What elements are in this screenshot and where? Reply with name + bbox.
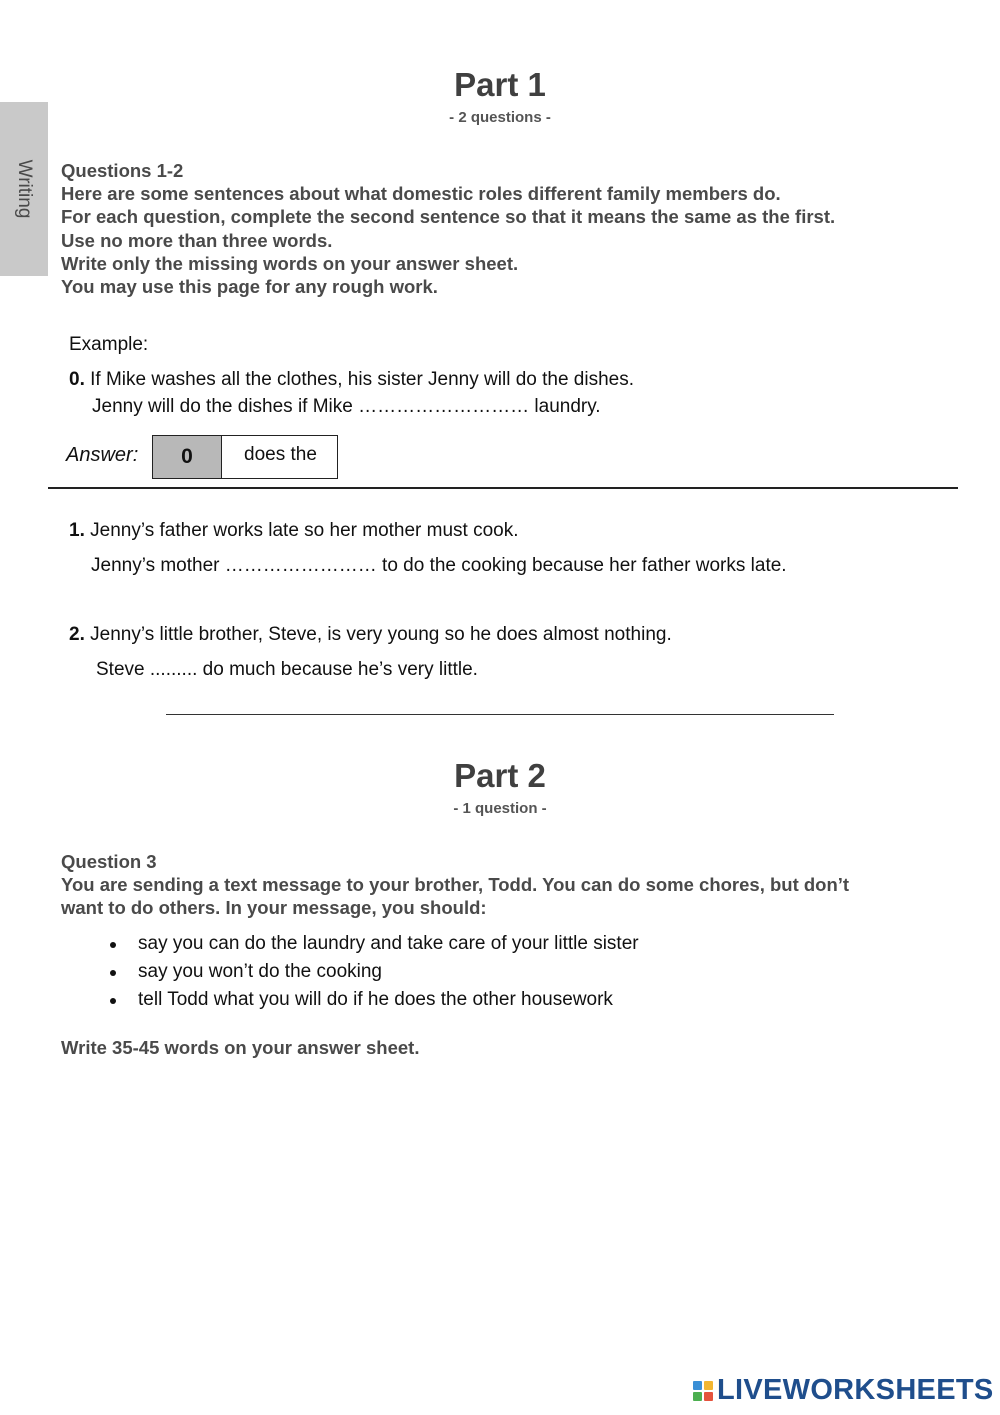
question-2-number: 2. [69,624,85,645]
word-count-instruction: Write 35-45 words on your answer sheet. [61,1037,420,1058]
example-sentence1 [69,369,634,391]
example-sentence2: Jenny will do the dishes if Mike ……………………… laundry. [92,396,601,417]
answer-value-cell: does the [244,444,317,465]
answer-number-cell: 0 [153,436,222,478]
instruction-line: Write only the missing words on your answer sheet. [61,252,519,274]
part2-subtitle: - 1 question - [453,800,547,817]
instruction-line: Questions 1-2 [61,160,184,181]
bullet-item: say you won’t do the cooking [100,958,639,986]
writing-side-tab [0,102,48,276]
bullet-item: say you can do the laundry and take care of your little sister [100,930,639,958]
logo-square [693,1392,702,1401]
logo-square [704,1381,713,1390]
bullet-item: tell Todd what you will do if he does the other housework [100,986,639,1014]
logo-square [704,1392,713,1401]
question-2-sentence1 [69,624,672,646]
instruction-line: want to do others. In your message, you should: [61,897,487,919]
logo-icon [693,1381,713,1401]
instruction-line: For each question, complete the second sentence so that it means the same as the first. [61,206,836,228]
part2-instructions [61,850,961,920]
example-label: Example: [69,334,149,355]
question-1-sentence1-text: Jenny’s father works late so her mother must cook. [90,520,519,541]
question-2-sentence2: Steve ......... do much because he’s very little. [96,659,478,680]
part2-title: Part 2 [454,757,546,794]
instruction-line: You are sending a text message to your brother, Todd. You can do some chores, but don’t [61,874,850,896]
question-1-sentence1 [69,520,519,542]
instruction-line: You may use this page for any rough work. [61,276,438,298]
part-divider [166,714,834,715]
answer-label: Answer: [66,444,139,466]
part1-instructions [61,159,961,298]
part1-subtitle: - 2 questions - [449,109,551,126]
instruction-line: Here are some sentences about what domestic roles different family members do. [61,183,781,205]
side-tab-label: Writing [14,159,35,219]
logo-text: LIVEWORKSHEETS [717,1374,994,1406]
instruction-line: Question 3 [61,851,157,872]
question-2-sentence1-text: Jenny’s little brother, Steve, is very young so he does almost nothing. [90,624,672,645]
question-1-number: 1. [69,520,85,541]
example-number: 0. [69,369,85,390]
instruction-line: Use no more than three words. [61,229,333,251]
example-sentence1-text: If Mike washes all the clothes, his sister Jenny will do the dishes. [90,369,634,390]
task-bullet-list [100,930,639,1014]
liveworksheets-logo [693,1374,994,1407]
section-divider [48,487,958,489]
answer-box [152,435,338,479]
logo-square [693,1381,702,1390]
part1-title: Part 1 [454,66,546,103]
question-1-sentence2: Jenny’s mother …………………… to do the cooking because her father works late. [91,555,787,576]
